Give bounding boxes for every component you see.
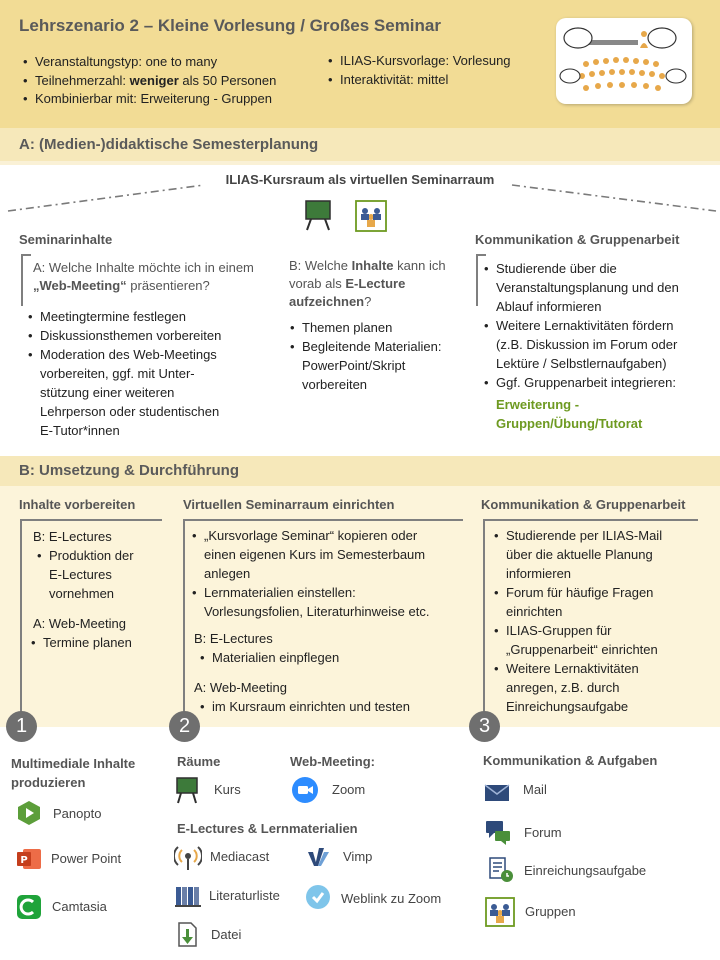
bookshelf-icon[interactable]	[174, 882, 202, 910]
groups-label[interactable]: Gruppen	[525, 904, 576, 919]
event-type-item: • Veranstaltungstyp: one to many	[19, 53, 276, 72]
list-item: • Studierende per ILIAS-Mail über die aktuelle Planung informieren	[493, 526, 662, 583]
list-item: • ILIAS-Gruppen für „Gruppenarbeit“ einrichten	[493, 621, 662, 659]
panopto-label[interactable]: Panopto	[53, 806, 102, 821]
bracket-top	[20, 519, 162, 521]
zoom-icon[interactable]	[291, 776, 319, 804]
camtasia-icon[interactable]	[15, 893, 43, 921]
file-download-icon[interactable]	[174, 920, 202, 948]
weblink-zoom-label[interactable]: Weblink zu Zoom	[341, 891, 442, 906]
classroom-board-icon[interactable]	[175, 776, 203, 804]
forum-icon[interactable]	[484, 818, 512, 846]
section-a-band-fade	[0, 161, 720, 165]
list-item: • Produktion der E-Lectures vornehmen	[36, 546, 134, 603]
web-meeting-heading: Web-Meeting:	[290, 754, 375, 769]
bracket-side	[483, 519, 485, 715]
vimp-icon[interactable]	[305, 844, 333, 872]
camtasia-label[interactable]: Camtasia	[52, 899, 107, 914]
list-item: • Weitere Lernaktivitäten fördern (z.B. Diskussion im Forum oder Lektüre / Selbstlernaufgaben)	[483, 316, 679, 373]
forum-label[interactable]: Forum	[524, 825, 562, 840]
bracket-side	[20, 519, 22, 715]
lecture-hall-illustration	[556, 18, 692, 104]
e-lectures-subheading-2: B: E-Lectures	[194, 631, 273, 646]
e-lecture-tasks-list	[36, 546, 134, 603]
communication-list-a	[483, 259, 679, 392]
e-lectures-materials-heading: E-Lectures & Lernmaterialien	[177, 821, 358, 836]
list-item: • Materialien einpflegen	[199, 648, 339, 667]
step-2-badge: 2	[169, 711, 200, 742]
setup-room-heading: Virtuellen Seminarraum einrichten	[183, 497, 395, 512]
group-members-icon	[355, 200, 387, 237]
powerpoint-icon[interactable]	[15, 845, 43, 873]
e-lecture-planning-list	[289, 318, 441, 394]
list-item: • Studierende über die Veranstaltungsplanung und den Ablauf informieren	[483, 259, 679, 316]
file-label[interactable]: Datei	[211, 927, 242, 942]
question-e-lecture: B: Welche Inhalte kann ich vorab als E-Lecture aufzeichnen?	[289, 258, 446, 309]
course-template-list	[324, 52, 511, 89]
list-item: • Ggf. Gruppenarbeit integrieren:	[483, 373, 679, 392]
section-a-title: A: (Medien-)didaktische Semesterplanung	[19, 136, 319, 153]
list-item: • Begleitende Materialien: PowerPoint/Skript vorbereiten	[289, 337, 441, 394]
list-item: • Diskussionsthemen vorbereiten	[27, 326, 221, 345]
communication-tasks-heading: Kommunikation & Aufgaben	[483, 753, 658, 768]
step-3-badge: 3	[469, 711, 500, 742]
bracket-top	[183, 519, 463, 521]
powerpoint-label[interactable]: Power Point	[51, 851, 122, 866]
interactivity-item: • Interaktivität: mittel	[324, 71, 511, 90]
meeting-setup-list	[199, 697, 410, 716]
web-meeting-subheading-2: A: Web-Meeting	[194, 680, 287, 695]
mail-icon[interactable]	[483, 778, 511, 806]
material-tasks-list	[199, 648, 339, 667]
virtual-seminar-room-label: ILIAS-Kursraum als virtuellen Seminarraum	[225, 172, 495, 187]
prepare-content-heading: Inhalte vorbereiten	[19, 497, 136, 512]
group-extension-link[interactable]: Erweiterung - Gruppen/Übung/Tutorat	[496, 397, 643, 431]
bracket-tick	[21, 254, 31, 256]
mediacast-label[interactable]: Mediacast	[210, 849, 270, 864]
classroom-board-icon	[304, 199, 332, 236]
list-item: • Lernmaterialien einstellen: Vorlesungsfolien, Literaturhinweise etc.	[191, 583, 429, 621]
seminar-content-list	[27, 307, 221, 440]
multimedia-heading: Multimediale Inhalte produzieren	[11, 756, 136, 790]
web-meeting-subheading: A: Web-Meeting	[33, 616, 126, 631]
list-item: • Moderation des Web-Meetings vorbereiten, ggf. mit Unter- stützung einer weiteren Lehrperson oder studentischen E-Tutor*innen	[27, 345, 221, 440]
communication-heading-b: Kommunikation & Gruppenarbeit	[481, 497, 686, 512]
panopto-icon[interactable]	[15, 799, 43, 827]
list-item: • Forum für häufige Fragen einrichten	[493, 583, 662, 621]
web-meeting-tasks-list	[30, 633, 132, 652]
mail-label[interactable]: Mail	[523, 782, 547, 797]
groups-icon[interactable]	[485, 897, 513, 925]
zoom-label[interactable]: Zoom	[332, 782, 366, 797]
participant-count-item: • Teilnehmerzahl: weniger als 50 Personen	[19, 72, 276, 91]
list-item: • im Kursraum einrichten und testen	[199, 697, 410, 716]
course-label[interactable]: Kurs	[214, 782, 241, 797]
page-title: Lehrszenario 2 – Kleine Vorlesung / Großes Seminar	[19, 16, 441, 35]
mediacast-icon[interactable]	[174, 844, 202, 872]
submission-label[interactable]: Einreichungsaufgabe	[524, 863, 647, 878]
e-lectures-subheading: B: E-Lectures	[33, 529, 112, 544]
rooms-heading: Räume	[177, 754, 221, 769]
list-item: • Themen planen	[289, 318, 441, 337]
section-b-title: B: Umsetzung & Durchführung	[19, 462, 239, 479]
bracket-top	[483, 519, 698, 521]
list-item: • Meetingtermine festlegen	[27, 307, 221, 326]
scenario-properties-list	[19, 53, 276, 109]
bracket-line	[21, 254, 29, 306]
svg-text:P: P	[20, 855, 28, 866]
communication-heading-a: Kommunikation & Gruppenarbeit	[475, 232, 680, 247]
literature-list-label[interactable]: Literaturliste	[209, 888, 280, 903]
lecture-hall-icon	[556, 18, 692, 104]
weblink-icon[interactable]	[304, 883, 332, 911]
room-setup-list	[191, 526, 429, 621]
question-web-meeting: A: Welche Inhalte möchte ich in einem „Web-Meeting“ präsentieren?	[33, 260, 254, 293]
combinable-item: • Kombinierbar mit: Erweiterung - Gruppen	[19, 90, 276, 109]
list-item: • Weitere Lernaktivitäten anregen, z.B. durch Einreichungsaufgabe	[493, 659, 662, 716]
submission-icon[interactable]	[487, 856, 515, 884]
bracket-side	[183, 519, 185, 715]
vimp-label[interactable]: Vimp	[343, 849, 373, 864]
course-template-item: • ILIAS-Kursvorlage: Vorlesung	[324, 52, 511, 71]
step-1-badge: 1	[6, 711, 37, 742]
list-item: • „Kursvorlage Seminar“ kopieren oder einen eigenen Kurs im Semesterbaum anlegen	[191, 526, 429, 583]
seminar-content-heading: Seminarinhalte	[19, 232, 113, 247]
list-item: • Termine planen	[30, 633, 132, 652]
communication-list-b	[493, 526, 662, 716]
